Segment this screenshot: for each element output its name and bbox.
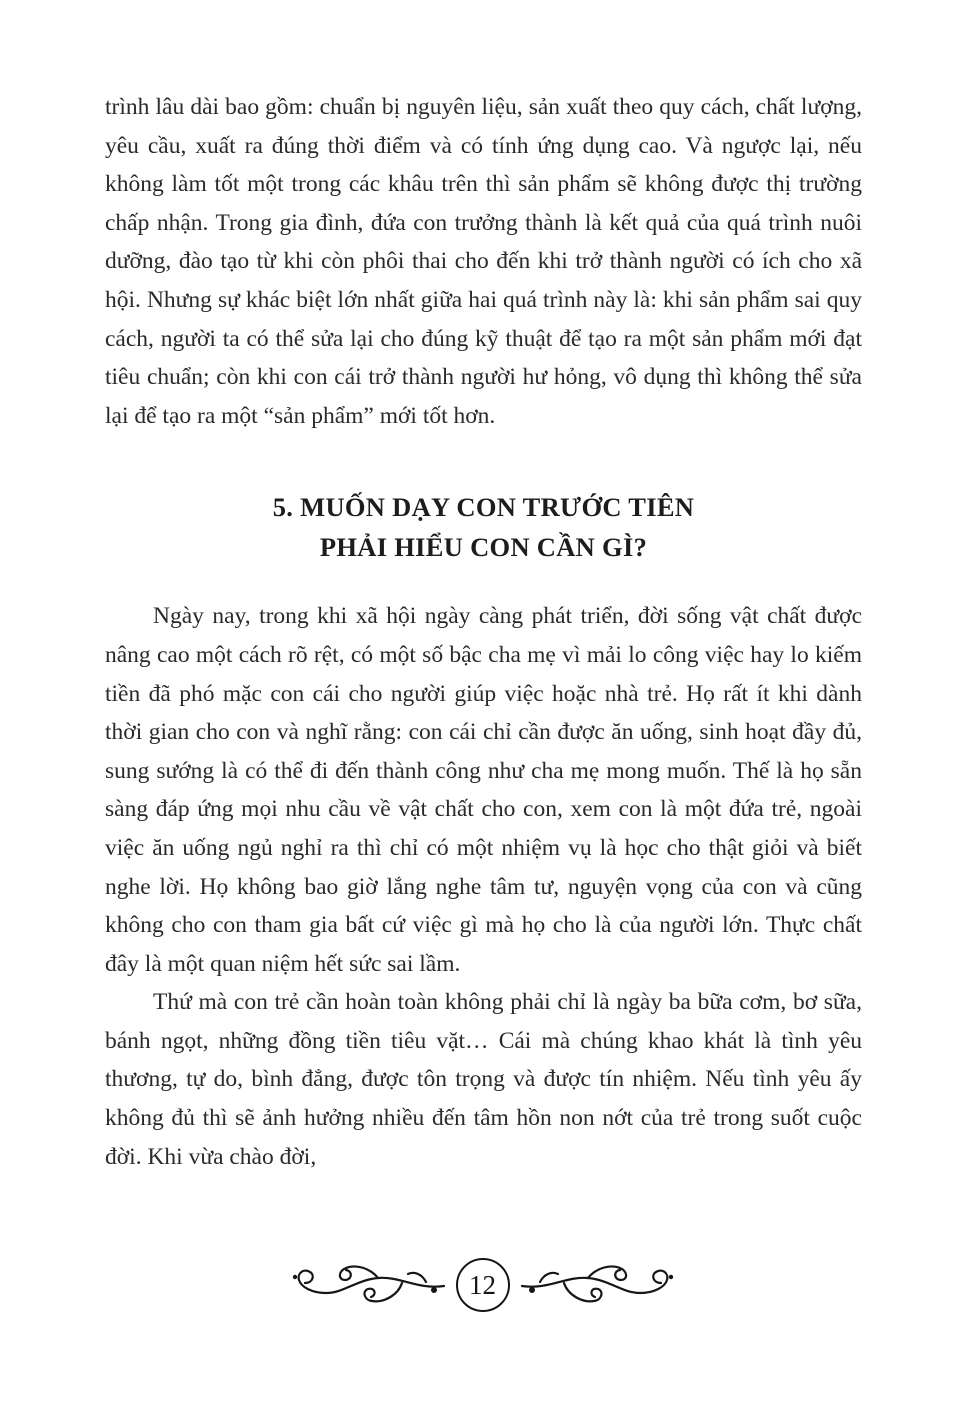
paragraph-continuation: trình lâu dài bao gồm: chuẩn bị nguyên liệu, sản xuất theo quy cách, chất lượng, yêu cầu, xuất ra đúng thời điểm và có tính ứng dụng cao. Và ngược lại, nếu không làm tốt một trong các khâu trên thì sản phẩm sẽ không được thị trường chấp nhận. Trong gia đình, đứa con trưởng thành là kết quả của quá trình nuôi dưỡng, đào tạo từ khi còn phôi thai cho đến khi trở thành người có ích cho xã hội. Nhưng sự khác biệt lớn nhất giữa hai quá trình này là: khi sản phẩm sai quy cách, người ta có thể sửa lại cho đúng kỹ thuật để tạo ra một sản phẩm mới đạt tiêu chuẩn; còn khi con cái trở thành người hư hỏng, vô dụng thì không thể sửa lại để tạo ra một “sản phẩm” mới tốt hơn. [105,94,862,429]
section-heading-line2: PHẢI HIỂU CON CẦN GÌ? [319,532,648,563]
section-heading [105,487,862,567]
footer-ornament [0,1258,965,1312]
page-number: 12 [469,1269,496,1300]
flourish-left-icon [286,1262,446,1308]
flourish-right-icon [520,1262,680,1308]
paragraph-body-2: Thứ mà con trẻ cần hoàn toàn không phải chỉ là ngày ba bữa cơm, bơ sữa, bánh ngọt, những đồng tiền tiêu vặt… Cái mà chúng khao khát là tình yêu thương, tự do, bình đẳng, được tôn trọng và được tín nhiệm. Nếu tình yêu ấy không đủ thì sẽ ảnh hưởng nhiều đến tâm hồn non nớt của trẻ trong suốt cuộc đời. Khi vừa chào đời, [105,989,862,1170]
page-number-circle [456,1258,510,1312]
paragraph-body-1: Ngày nay, trong khi xã hội ngày càng phát triển, đời sống vật chất được nâng cao một cách rõ rệt, có một số bậc cha mẹ vì mải lo công việc hay lo kiếm tiền đã phó mặc con cái cho người giúp việc hoặc nhà trẻ. Họ rất ít khi dành thời gian cho con và nghĩ rằng: con cái chỉ cần được ăn uống, sinh hoạt đầy đủ, sung sướng là có thể đi đến thành công như cha mẹ mong muốn. Thế là họ sẵn sàng đáp ứng mọi nhu cầu về vật chất cho con, xem con là một đứa trẻ, ngoài việc ăn uống ngủ nghỉ ra thì chỉ có một nhiệm vụ là học cho thật giỏi và biết nghe lời. Họ không bao giờ lắng nghe tâm tư, nguyện vọng của con và cũng không cho con tham gia bất cứ việc gì mà họ cho là của người lớn. Thực chất đây là một quan niệm hết sức sai lầm. [105,603,862,977]
section-heading-line1: 5. MUỐN DẠY CON TRƯỚC TIÊN [272,492,695,523]
